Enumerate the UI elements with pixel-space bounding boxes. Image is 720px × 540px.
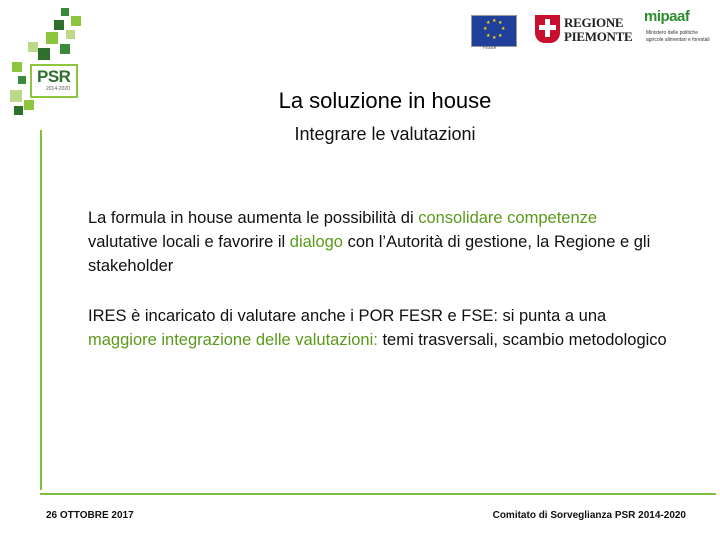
regione-piemonte-logo xyxy=(535,15,633,47)
paragraph2-text-c: temi trasversali, scambio metodologico xyxy=(377,331,667,349)
paragraph2-text-a: IRES è incaricato di valutare anche i POR FESR e FSE: si punta a una xyxy=(88,307,607,325)
footer-date: 26 OTTOBRE 2017 xyxy=(46,510,134,521)
psr-logo-years: 2014-2020 xyxy=(46,86,70,92)
regione-logo-line2: PIEMONTE xyxy=(564,29,633,44)
eu-caption: FEASR xyxy=(483,45,497,50)
mipaaf-logo xyxy=(640,8,716,68)
paragraph1-highlight-competenze: consolidare competenze xyxy=(418,209,598,227)
slide-subtitle: Integrare le valutazioni xyxy=(294,124,476,144)
paragraph1-text-c: valutative locali e favorire il xyxy=(88,233,290,251)
paragraph1-highlight-dialogo: dialogo xyxy=(289,233,343,251)
eu-flag-icon: ★ ★ ★ ★ ★ ★ ★ ★ xyxy=(471,15,517,47)
mipaaf-description: Ministero delle politiche agricole alimentari e forestali xyxy=(646,30,710,43)
footer-accent-rule xyxy=(40,493,716,495)
paragraph-ires xyxy=(88,304,668,352)
paragraph1-text-a: La formula in house aumenta le possibilità di xyxy=(88,209,419,227)
paragraph2-highlight-integrazione: maggiore integrazione delle valutazioni: xyxy=(88,331,378,349)
left-accent-rule xyxy=(40,130,42,490)
paragraph-in-house xyxy=(88,206,668,278)
footer-event: Comitato di Sorveglianza PSR 2014-2020 xyxy=(492,510,686,521)
regione-shield-icon xyxy=(535,15,560,43)
psr-logo-text: PSR xyxy=(37,67,71,86)
slide-title: La soluzione in house xyxy=(278,88,492,113)
mipaaf-brand: mipaaf xyxy=(644,8,690,25)
regione-logo-line1: REGIONE xyxy=(564,15,624,30)
paragraph1-text-e: con l’Autorità di gestione, la Regione e gli stakeholder xyxy=(88,233,651,275)
